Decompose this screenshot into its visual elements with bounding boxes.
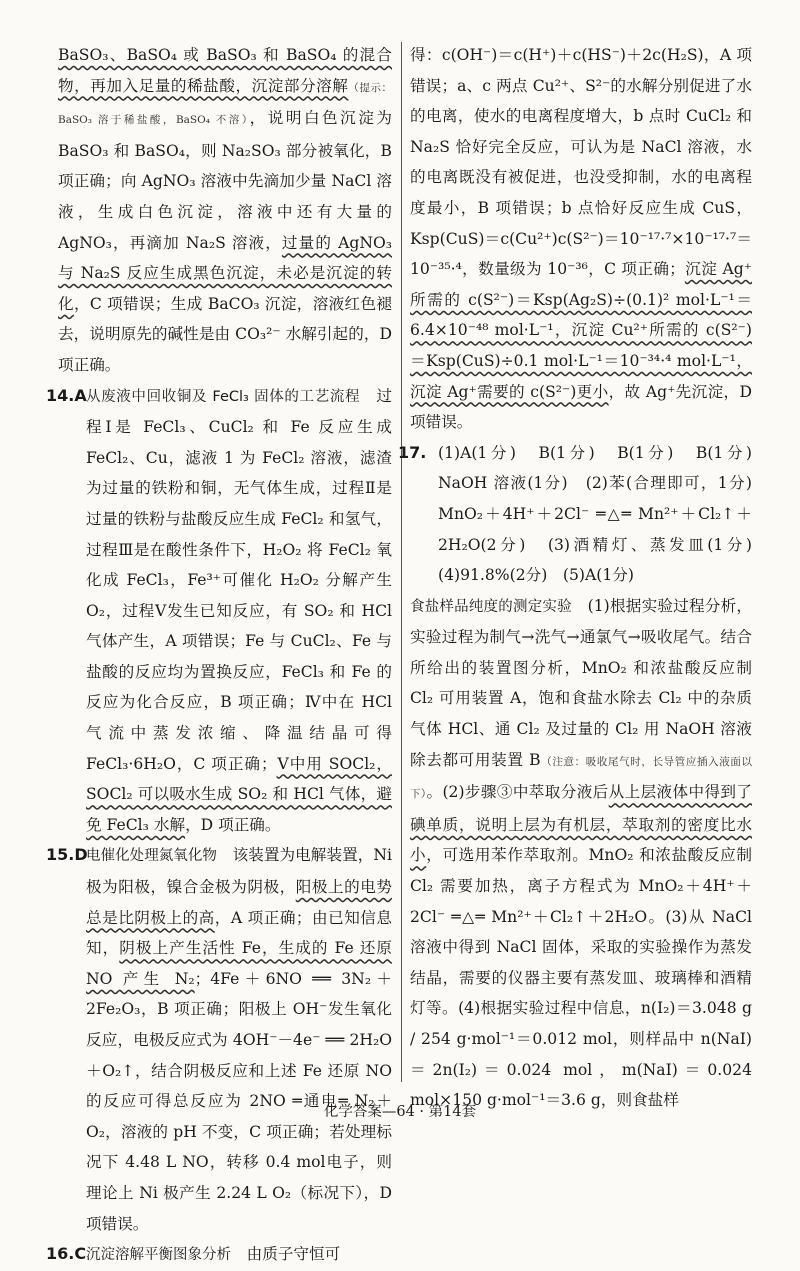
q15-body-3: ；4Fe＋6NO ══ 3N₂＋2Fe₂O₃，B 项正确；阳极上 OH⁻发生氧化反应，电极反应式为 4OH⁻－4e⁻ ══ 2H₂O＋O₂↑，结合阴极反应和上述 Fe 还原 NO 的反应可得总反应为 2NO ═通电═ N₂＋O₂，溶液的 pH 不变，C 项正确；若处理标况下 4.48 L NO，转移 0.4 mol电子，则理论上 Ni 极产生 2.24 L O₂（标况下），D 项错误。 [86,969,392,1233]
column-divider [401,42,402,1082]
right-column [398,40,768,1116]
intro-text-1: BaSO₃、BaSO₄ 或 BaSO₃ 和 BaSO₄ 的混合物，再加入足量的稀盐酸，沉淀部分溶解 [58,46,392,95]
q15-body-2: ，A 项正确；由已知信息知， [86,908,392,958]
q15-body-1: 该装置为电解装置，Ni 极为阳极，镍合金极为阴极， [86,846,392,897]
question-14 [46,381,392,841]
q17-explanation [410,591,752,1116]
q14-body: 过程Ⅰ是 FeCl₃、CuCl₂ 和 Fe 反应生成 FeCl₂、Cu，滤液 1 为 FeCl₂ 溶液，滤渣为过量的铁粉和铜，无气体生成，过程Ⅱ是过量的铁粉与盐酸反应生成 FeCl₂ 和氢气，过程Ⅲ是在酸性条件下，H₂O₂ 将 FeCl₂ 氧化成 FeCl₃，Fe³⁺可催化 H₂O₂ 分解产生 O₂，过程Ⅴ发生已知反应，有 SO₂ 和 HCl 气体产生，A 项错误；Fe 与 CuCl₂、Fe 与盐酸的反应均为置换反应，FeCl₃ 和 Fe 的反应为化合反应，B 项正确；Ⅳ中在 HCl 气流中蒸发浓缩、降温结晶可得 FeCl₃·6H₂O，C 项正确； [86,386,392,773]
intro-wavy: 过量的 AgNO₃ 与 Na₂S 反应生成黑色沉淀，未必是沉淀的转化 [58,233,392,313]
q15-wavy-1: 阳极上的电势总是比阴极上的高 [86,878,392,927]
intro-paragraph [58,40,392,381]
q17-body-1: (1)根据实验过程分析，实验过程为制气→洗气→通氯气→吸收尾气。结合所给出的装置图分析，MnO₂ 和浓盐酸反应制 Cl₂ 可用装置 A，饱和食盐水除去 Cl₂ 中的杂质气体 HCl、通 Cl₂ 及过量的 Cl₂ 用 NaOH 溶液除去都可用装置 B [410,596,752,769]
page-footer: 化学答案—64 · 第14套 [323,1104,477,1120]
question-15 [46,840,392,1239]
intro-text-3: ，C 项错误；生成 BaCO₃ 沉淀，溶液红色褪去，说明原先的碱性是由 CO₃²⁻ 水解引起的，D 项正确。 [58,294,392,374]
q17-wavy: 从上层液体中得到了碘单质，说明上层为有机层，萃取剂的密度比水小 [410,783,752,865]
left-column [46,40,392,1271]
q16-tag: 沉淀溶解平衡图象分析 [86,1247,231,1264]
q15-tag: 电催化处理氮氧化物 [86,848,217,865]
q16-cont-end: ，故 Ag⁺先沉淀，D 项错误。 [410,382,752,432]
q14-tag: 从废液中回收铜及 FeCl₃ 固体的工艺流程 [86,388,361,405]
question-16 [46,1239,392,1271]
q17-note: （注意：吸收尾气时，长导管应插入液面以下） [410,755,753,801]
q14-wavy: Ⅴ中用 SOCl₂，SOCl₂ 可以吸水生成 SO₂ 和 HCl 气体，避免 FeCl₃ 水解 [86,754,392,834]
q14-number: 14.A [46,385,87,405]
q16-cont-wavy: 沉淀 Ag⁺所需的 c(S²⁻)＝Ksp(Ag₂S)÷(0.1)² mol·L⁻¹＝6.4×10⁻⁴⁸ mol·L⁻¹，沉淀 Cu²⁺所需的 c(S²⁻)＝Ksp(CuS)÷0.1 mol·L⁻¹＝10⁻³⁴·⁴ mol·L⁻¹，沉淀 Ag⁺需要的 c(S²⁻)更小 [410,260,752,401]
q17-body-3: ，可选用苯作萃取剂。MnO₂ 和浓盐酸反应制 Cl₂ 需要加热，离子方程式为 MnO₂＋4H⁺＋2Cl⁻ ═△═ Mn²⁺＋Cl₂↑＋2H₂O。(3)从 NaCl 溶液中得到 NaCl 固体，采取的实验操作为蒸发结晶，需要的仪器主要有蒸发皿、玻璃棒和酒精灯等。(4)根据实验过程中信息，n(I₂)＝3.048 g / 254 g·mol⁻¹＝0.012 mol，则样品中 n(NaI)＝2n(I₂)＝0.024 mol，m(NaI)＝0.024 mol×150 g·mol⁻¹＝3.6 g，则食盐样 [410,846,752,1110]
q17-answers: (1)A(1分) B(1分) B(1分) B(1分) NaOH 溶液(1分) (2)苯(合理即可，1分) MnO₂＋4H⁺＋2Cl⁻ ═△═ Mn²⁺＋Cl₂↑＋2H₂O(2分) (3)酒精灯、蒸发皿(1分) (4)91.8%(2分) (5)A(1分) [438,443,768,585]
intro-text-2: ，说明白色沉淀为 BaSO₃ 和 BaSO₄，则 Na₂SO₃ 部分被氧化，B 项正确；向 AgNO₃ 溶液中先滴加少量 NaCl 溶液，生成白色沉淀，溶液中还有大量的 AgNO₃，再滴加 Na₂S 溶液， [58,109,392,252]
q16-number: 16.C [46,1244,87,1264]
q15-number: 15.D [46,845,88,865]
q17-body-2: 。(2)步骤③中萃取分液后 [426,783,609,802]
q14-end: ，D 项正确。 [185,815,281,834]
q17-tag: 食盐样品纯度的测定实验 [410,598,572,615]
intro-note: （提示：BaSO₃ 溶于稀盐酸，BaSO₄ 不溶） [58,81,392,127]
q16-continuation [410,40,752,438]
question-17 [398,438,768,591]
q15-wavy-2: 阴极上产生活性 Fe，生成的 Fe 还原 NO 产生 N₂ [86,939,392,988]
q17-number: 17. [398,442,427,462]
q16-cont-body: 得：c(OH⁻)＝c(H⁺)＋c(HS⁻)＋2c(H₂S)，A 项错误；a、c 两点 Cu²⁺、S²⁻的水解分别促进了水的电离，使水的电离程度增大，b 点时 CuCl₂ 和 Na₂S 恰好完全反应，可认为是 NaCl 溶液，水的电离既没有被促进，也没受抑制，水的电离程度最小，B 项错误；b 点恰好反应生成 CuS，Ksp(CuS)＝c(Cu²⁺)c(S²⁻)＝10⁻¹⁷·⁷×10⁻¹⁷·⁷＝10⁻³⁵·⁴，数量级为 10⁻³⁶，C 项正确； [410,46,752,279]
q16-body: 由质子守恒可 [246,1245,341,1264]
